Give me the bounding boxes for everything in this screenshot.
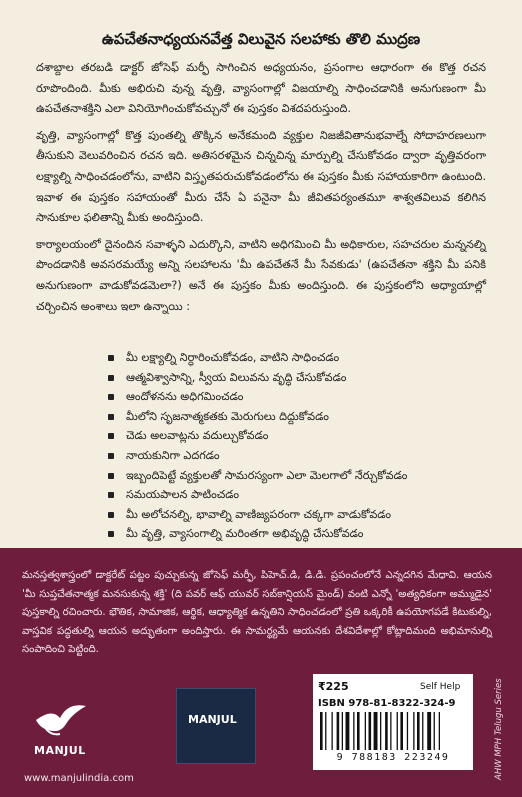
barcode-icon <box>318 712 468 750</box>
topic-text: ఆత్మవిశ్వాసాన్ని, స్వీయ విలువను వృద్ధి చేసుకోవడం <box>126 370 347 384</box>
topic-item <box>108 524 508 544</box>
bullet-icon <box>108 492 114 498</box>
topic-item <box>108 368 508 388</box>
topic-text: నాయకునిగా ఎదగడం <box>126 448 220 462</box>
topic-item <box>108 505 508 525</box>
bullet-icon <box>108 531 114 537</box>
bullet-icon <box>108 453 114 459</box>
isbn-label: ISBN 978-81-8322-324-9 <box>318 698 456 709</box>
barcode-number: 9 788183 223249 <box>336 752 450 763</box>
topic-text: మీలోని సృజనాత్మకతకు మెరుగులు దిద్దుకోవడం <box>126 409 329 423</box>
bullet-icon <box>108 433 114 439</box>
description-paragraph: దశాబ్దాల తరబడి డాక్టర్ జోసెఫ్ మర్ఫీ సాగించిన అధ్యయనం, ప్రసంగాల ఆధారంగా ఈ కొత్త రచన రూపొందింది. మీకు అభిరుచి వున్న వృత్తి, వ్యాసంగాల్లో విజయాల్ని సాధించడానికి అనుగుణంగా మీ ఉపచేతనాశక్తిని ఎలా వినియోగించుకోవచ్చునో ఈ పుస్తకం విశదపరుస్తుంది. <box>36 61 486 116</box>
topic-text: ఇబ్బందిపెట్టే వ్యక్తులతో సామరస్యంగా ఎలా మెలగాలో నేర్చుకోవడం <box>126 468 408 482</box>
topic-text: చెడు అలవాట్లను వదుల్చుకోవడం <box>126 429 269 443</box>
bullet-icon <box>108 394 114 400</box>
topic-item <box>108 485 508 505</box>
bullet-icon <box>108 375 114 381</box>
series-label: AHW MPH Telugu Series <box>494 678 504 780</box>
publisher-website: www.manjulindia.com <box>24 773 134 784</box>
topic-item <box>108 466 508 486</box>
topic-text: ఆందోళనను అధిగమించడం <box>126 390 244 404</box>
bullet-icon <box>108 414 114 420</box>
cover-heading: ఉపచేతనాధ్యయనవేత్త విలువైన సలహాకు తొలి ముద్రణ <box>101 30 421 48</box>
description-paragraph: వృత్తి, వ్యాసంగాల్లో కొత్త పుంతల్ని తొక్కిన అనేకమంది వ్యక్తుల నిజజీవితానుభవాల్నే సోదాహరణలుగా తీసుకుని వెలువరించిన రచన ఇది. అతిసరళమైన చిన్నచిన్న మార్పుల్ని చేసుకోవడం ద్వారా వృత్తివరంగా లక్ష్యాల్ని సాధించడంలోను, వాటిని విస్తృతపరుచుకోవడంలోను ఈ పుస్తకం మీకు సహాయకారిగా ఉంటుంది. ఇవాళ ఈ పుస్తకం సహాయంతో మీరు చేసే ఏ పనైనా మీ జీవితపర్యంతమూ శాశ్వతవిలువ కలిగిన సానుకూల ఫలితాన్ని మీకు అందిస్తుంది. <box>36 128 486 225</box>
description-paragraph: కార్యాలయంలో దైనందిన సవాళ్ళని ఎదుర్కొని, వాటిని అధిగమించి మీ అధికారుల, సహచరుల మన్ననల్ని పొందడానికి అవసరమయ్యే అన్ని సలహాలను 'మీ ఉపచేతనే మీ సేవకుడు' (ఉపచేతనా శక్తిని మీ పనికి అనుగుణంగా వాడుకోవడమెలా?) అనే ఈ పుస్తకం మీకు అందిస్తుంది. ఈ పుస్తకంలోని అధ్యాయాల్లో చర్చించిన అంశాలు ఇలా ఉన్నాయి : <box>36 237 486 313</box>
topic-item <box>108 348 508 368</box>
bullet-icon <box>108 512 114 518</box>
category-label: Self Help <box>420 682 461 692</box>
topic-item <box>108 446 508 466</box>
publisher-sticker <box>176 688 256 764</box>
topics-list <box>108 348 508 544</box>
price-label: ₹225 <box>318 680 349 693</box>
description-block <box>36 58 486 323</box>
topic-item <box>108 426 508 446</box>
author-bio: మనస్తత్వశాస్త్రంలో డాక్టరేట్ పట్టం పుచ్చుకున్న జోసెఫ్ మర్ఫీ, పిహెచ్.డి, డి.డి. ప్రపంచంలోనే ఎన్నదగిన మేధావి. ఆయన 'మీ సుప్తచేతనాత్మక మనసుకున్న శక్తి' (ది పవర్ ఆఫ్ యువర్ సబ్‌కాన్షియస్ మైండ్) వంటి ఎన్నో 'అత్యధికంగా అమ్ముడైన' పుస్తకాల్ని రచించారు. భౌతిక, సామాజిక, ఆర్థిక, ఆధ్యాత్మిక ఉన్నతిని సాధించడంలో ప్రతి ఒక్కరికీ ఉపయోగపడే కిటుకుల్ని, వాస్తవిక పద్ధతుల్ని ఆయన అద్భుతంగా అందిస్తారు. ఈ సామర్థ్యమే ఆయనకు దేశవిదేశాల్లో కోట్లాదిమంది అభిమానుల్ని సంపాదించి పెట్టింది. <box>22 570 492 656</box>
topic-item <box>108 387 508 407</box>
topic-text: సమయపాలన పాటించడం <box>126 488 240 502</box>
bullet-icon <box>108 473 114 479</box>
topic-text: మీ వృత్తి, వ్యాసంగాల్ని మరింతగా అభివృద్ధి చేసుకోవడం <box>126 527 364 541</box>
topic-item <box>108 407 508 427</box>
sticker-label: MANJUL <box>188 713 237 726</box>
publisher-logo-text: MANJUL <box>34 744 86 757</box>
topic-text: మీ అలోచనల్ని, భావాల్ని వాణిజ్యపరంగా చక్కగా వాడుకోవడం <box>126 507 392 521</box>
topic-text: మీ లక్ష్యాల్ని నిర్ధారించుకోవడం, వాటిని సాధించడం <box>126 351 340 364</box>
bullet-icon <box>108 355 114 361</box>
